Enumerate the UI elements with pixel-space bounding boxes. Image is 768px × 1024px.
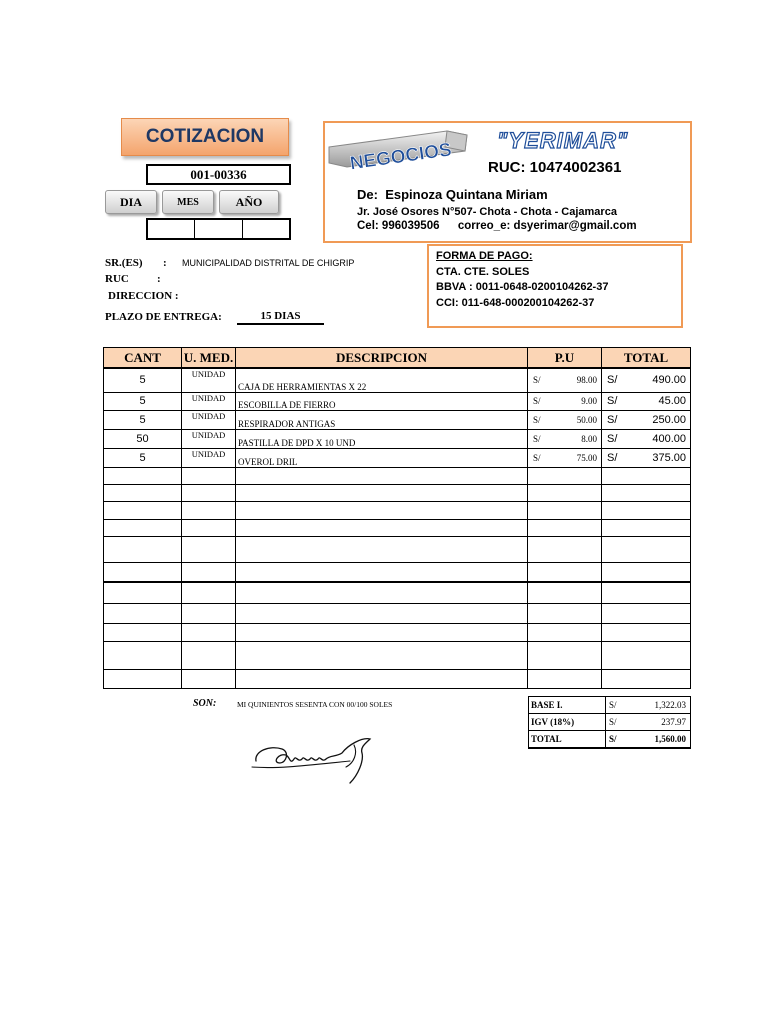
date-cells [146,218,291,240]
row-umed: UNIDAD [182,368,236,392]
ruc-label: RUC [105,273,129,285]
year-button[interactable]: AÑO [219,190,279,214]
month-button[interactable]: MES [162,190,214,214]
direccion-label: DIRECCION : [108,290,179,302]
pu-value: 98.00 [576,375,597,386]
pu-value: 8.00 [581,433,597,444]
owner-line [357,187,548,202]
empty-row [104,582,691,603]
empty-row [104,467,691,484]
sr-label: SR.(ES) [105,257,143,269]
client-name: MUNICIPALIDAD DISTRITAL DE CHIGRIP [182,258,355,268]
logo-banner-icon [327,125,471,175]
row-pu [528,448,602,467]
day-button[interactable]: DIA [105,190,157,214]
grand-total-value: 1,560.00 [636,731,691,749]
payment-line-1: CTA. CTE. SOLES [436,266,530,278]
row-total [602,429,691,448]
table-row [104,448,691,467]
header-total: TOTAL [602,348,691,369]
totals-row-total [529,731,691,749]
empty-row [104,669,691,688]
total-currency: S/ [607,432,618,445]
company-name: "YERIMAR" [497,128,629,153]
table-row [104,410,691,429]
company-contact [357,220,637,232]
table-row [104,368,691,392]
son-label: SON: [193,698,217,709]
row-pu [528,410,602,429]
pu-currency: S/ [533,433,541,444]
row-umed: UNIDAD [182,429,236,448]
empty-row [104,484,691,501]
empty-row [104,562,691,582]
row-umed: UNIDAD [182,392,236,410]
header-pu: P.U [528,348,602,369]
base-currency: S/ [606,697,636,714]
row-pu [528,392,602,410]
company-ruc: RUC: 10474002361 [488,159,622,176]
signature-image [250,733,375,788]
empty-row [104,519,691,536]
total-currency: S/ [607,374,618,387]
grand-total-currency: S/ [606,731,636,749]
header-umed: U. MED. [182,348,236,369]
pu-currency: S/ [533,375,541,386]
total-label: TOTAL [529,731,606,749]
row-total [602,410,691,429]
month-cell [195,220,242,238]
table-row [104,429,691,448]
company-phone: Cel: 996039506 [357,220,440,232]
items-table [103,347,691,689]
sr-colon: : [163,257,167,269]
total-currency: S/ [607,413,618,426]
plazo-label: PLAZO DE ENTREGA: [105,311,222,323]
totals-row-igv [529,714,691,731]
row-total [602,368,691,392]
empty-row [104,641,691,669]
total-value: 400.00 [652,432,686,445]
empty-row [104,536,691,562]
base-value: 1,322.03 [636,697,691,714]
row-total [602,448,691,467]
year-cell [243,220,289,238]
row-umed: UNIDAD [182,448,236,467]
row-umed: UNIDAD [182,410,236,429]
table-header-row [104,348,691,369]
row-cant: 5 [104,392,182,410]
row-desc: ESCOBILLA DE FIERRO [236,392,528,410]
logo-text: NEGOCIOS [348,139,453,175]
payment-line-2: BBVA : 0011-0648-0200104262-37 [436,281,609,293]
row-pu [528,429,602,448]
document-title: COTIZACION [121,118,289,156]
row-cant: 5 [104,368,182,392]
company-email: correo_e: dsyerimar@gmail.com [457,220,637,232]
igv-value: 237.97 [636,714,691,731]
total-value: 375.00 [652,451,686,464]
pu-value: 75.00 [576,452,597,463]
header-descripcion: DESCRIPCION [236,348,528,369]
row-cant: 5 [104,410,182,429]
pu-currency: S/ [533,452,541,463]
day-cell [148,220,195,238]
amount-in-words: MI QUINIENTOS SESENTA CON 00/100 SOLES [237,700,393,709]
row-desc: RESPIRADOR ANTIGAS [236,410,528,429]
row-desc: CAJA DE HERRAMIENTAS X 22 [236,368,528,392]
pu-currency: S/ [533,396,541,406]
row-total [602,392,691,410]
total-value: 45.00 [658,395,686,407]
igv-currency: S/ [606,714,636,731]
pu-value: 9.00 [581,396,597,406]
empty-row [104,623,691,641]
payment-line-3: CCI: 011-648-000200104262-37 [436,297,595,309]
quote-number: 001-00336 [146,164,291,185]
total-currency: S/ [607,395,618,407]
payment-title: FORMA DE PAGO: [436,250,533,262]
total-currency: S/ [607,451,618,464]
total-value: 490.00 [652,374,686,387]
igv-label: IGV (18%) [529,714,606,731]
pu-currency: S/ [533,414,541,425]
empty-row [104,603,691,623]
row-pu [528,368,602,392]
plazo-value: 15 DIAS [237,310,324,325]
de-label: De: [357,187,378,202]
owner-name: Espinoza Quintana Miriam [385,187,548,202]
row-desc: PASTILLA DE DPD X 10 UND [236,429,528,448]
header-cant: CANT [104,348,182,369]
pu-value: 50.00 [576,414,597,425]
empty-row [104,501,691,519]
total-value: 250.00 [652,413,686,426]
ruc-colon: : [157,273,161,285]
row-desc: OVEROL DRIL [236,448,528,467]
totals-row-base [529,697,691,714]
base-label: BASE I. [529,697,606,714]
company-address: Jr. José Osores N°507- Chota - Chota - Cajamarca [357,206,617,218]
row-cant: 50 [104,429,182,448]
company-logo [327,125,471,175]
totals-table [528,696,691,749]
table-row [104,392,691,410]
row-cant: 5 [104,448,182,467]
